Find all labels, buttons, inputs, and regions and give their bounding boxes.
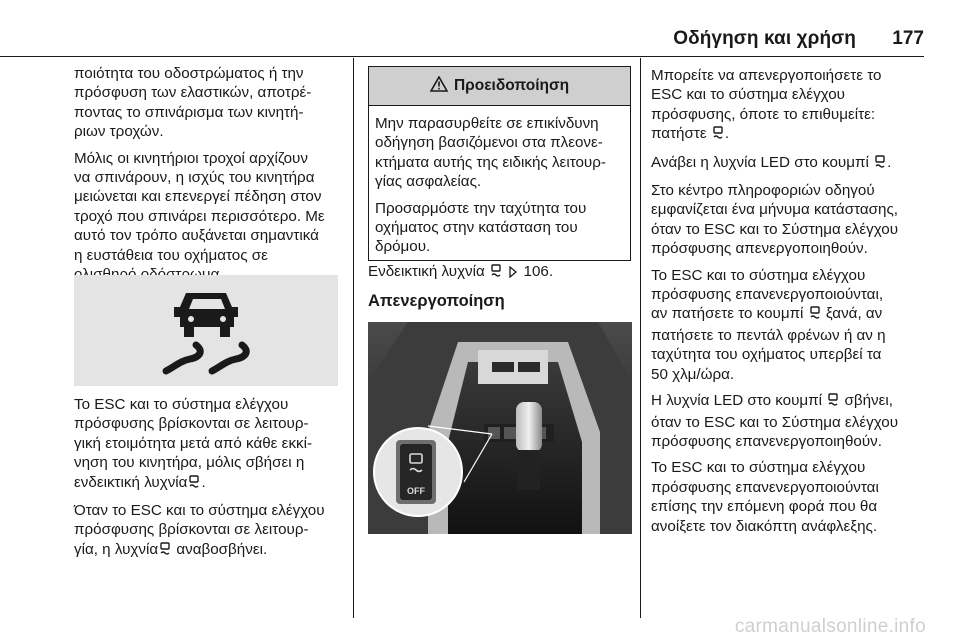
paragraph-end: . (724, 125, 730, 143)
paragraph-end: αναβοσβήνει. (172, 540, 268, 558)
paragraph-end: . (887, 153, 892, 171)
warning-title: Προειδοποίηση (453, 77, 570, 94)
reference-page: 106. (523, 263, 554, 280)
warning-paragraph: Προσαρμόστε την ταχύτητα του οχήματος στην κατάσταση του δρόμου. (375, 199, 587, 256)
traction-off-icon (712, 126, 724, 145)
page-title: Οδήγηση και χρήση (673, 28, 856, 49)
paragraph-end: . (201, 473, 206, 491)
paragraph-text: σβήνει, όταν το ESC και το Σύστημα ελέγχου πρόσφυσης επανενεργοποιηθούν. (651, 392, 899, 450)
traction-off-icon (188, 475, 200, 494)
paragraph-text: Ανάβει η λυχνία LED στο κουμπί (651, 153, 869, 171)
esc-illustration (74, 275, 338, 386)
column-1 (74, 64, 346, 291)
paragraph (651, 391, 931, 451)
column-1-lower (74, 395, 346, 568)
esc-off-button-label: OFF (407, 486, 425, 496)
traction-off-icon (827, 393, 839, 412)
console-photo (368, 322, 632, 534)
paragraph (651, 153, 931, 174)
reference-text: Ενδεικτική λυχνία (368, 263, 485, 280)
paragraph (74, 501, 346, 561)
paragraph-text: Όταν το ESC και το σύστημα ελέγχου πρόσφυσης βρίσκονται σε λειτουρ‐ γία, η λυχνία (74, 502, 325, 558)
paragraph-text: Το ESC και το σύστημα ελέγχου πρόσφυσης επανενεργοποιούνται, αν πατήσετε το κουμπί (651, 266, 884, 323)
warning-header (369, 67, 630, 106)
page-ref-icon (508, 265, 518, 282)
warning-triangle-icon (430, 76, 448, 97)
skid-car-icon (74, 275, 338, 386)
traction-off-icon (874, 155, 886, 174)
column-divider-1 (353, 58, 354, 618)
traction-off-icon (809, 306, 821, 325)
section-title: Απενεργοποίηση (368, 292, 505, 310)
page-number: 177 (892, 28, 924, 49)
header-divider (0, 56, 924, 57)
warning-paragraph: Μην παρασυρθείτε σε επικίνδυνη οδήγηση βασιζόμενοι στα πλεονε‐ κτήματα αυτής της ειδικής λειτουρ‐ γίας ασφαλείας. (375, 115, 606, 191)
paragraph: Το ESC και το σύστημα ελέγχου πρόσφυσης επανενεργοποιούνται επίσης την επόμενη φορά που θα ανοίξετε τον διακόπτη ανάφλεξης. (651, 459, 879, 535)
paragraph-text: ξανά, αν πατήσετε το πεντάλ φρένων ή αν η ταχύτητα του οχήματος υπερβεί τα 50 χλμ/ώρα. (651, 305, 886, 383)
traction-off-icon (159, 542, 171, 561)
paragraph: Μόλις οι κινητήριοι τροχοί αρχίζουν να σπινάρουν, η ισχύς του κινητήρα μειώνεται και επενεργεί πέδηση στον τροχό που σπινάρει περισσότερο. Με αυτό τον τρόπο αυξάνεται σημαντικά η ευστάθεια του οχήματος σε (74, 149, 325, 264)
paragraph-text: Μπορείτε να απενεργοποιήσετε το ESC και το σύστημα ελέγχου πρόσφυσης, όποτε το επιθυμείτε: πατήστε (651, 67, 882, 143)
page-header (0, 0, 960, 52)
indicator-reference (368, 263, 553, 282)
warning-body (369, 106, 630, 257)
watermark: carmanualsonline.info (734, 616, 926, 637)
paragraph (651, 66, 931, 146)
paragraph-text: Το ESC και το σύστημα ελέγχου πρόσφυσης βρίσκονται σε λειτουρ‐ γική ετοιμότητα μετά από κάθε εκκί‐ νηση του κινητήρα, μόλις σβήσει η ενδεικτική λυχνία (74, 396, 313, 491)
traction-off-icon (490, 264, 502, 282)
paragraph (74, 395, 346, 494)
paragraph-text: Η λυχνία LED στο κουμπί (651, 392, 823, 410)
warning-box (368, 66, 631, 261)
paragraph: Στο κέντρο πληροφοριών οδηγού εμφανίζεται ένα μήνυμα κατάστασης, όταν το ESC και το Σύστημα ελέγχου πρόσφυσης απενεργοποιηθούν. (651, 182, 899, 258)
column-divider-2 (640, 58, 641, 618)
paragraph (651, 266, 931, 384)
paragraph: ποιότητα του οδοστρώματος ή την πρόσφυση των ελαστικών, αποτρέ‐ ποντας το σπινάρισμα των κινητή‐ ριων τροχών. (74, 65, 312, 141)
column-3 (651, 66, 931, 543)
